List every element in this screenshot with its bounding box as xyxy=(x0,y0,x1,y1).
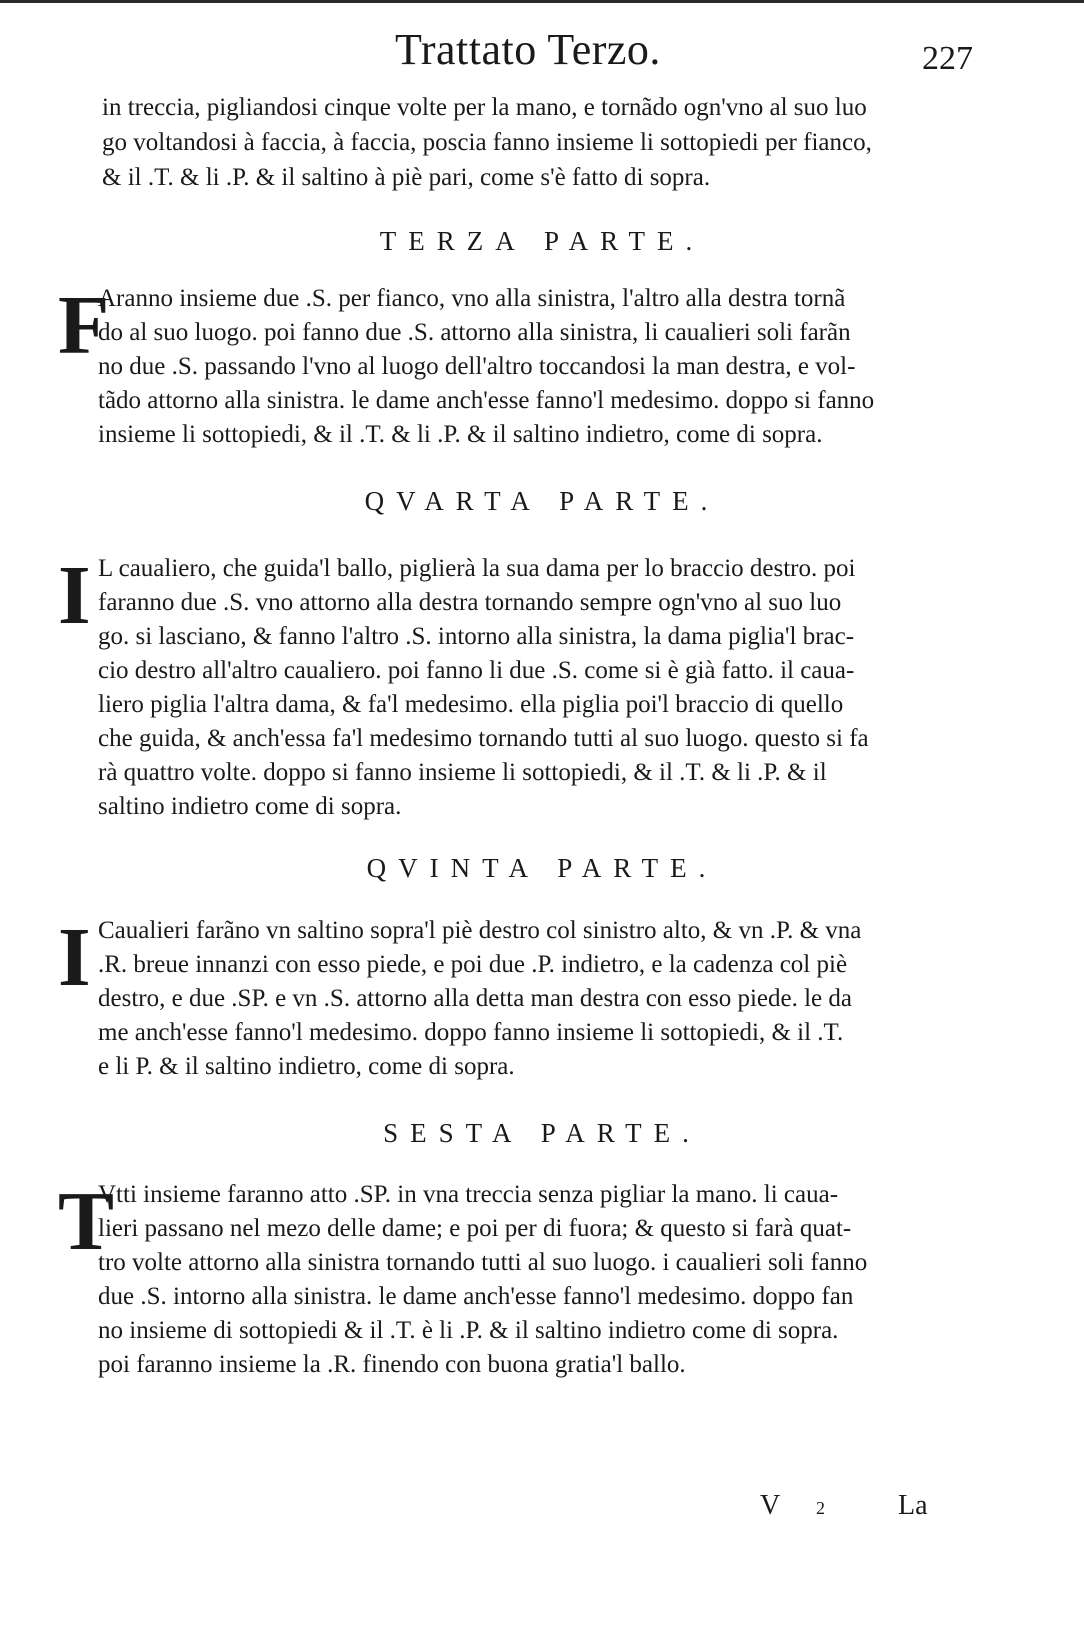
text-line: faranno due .S. vno attorno alla destra tornando sempre ogn'vno al suo luo xyxy=(98,589,842,616)
section-heading-terza: TERZA PARTE. xyxy=(379,226,705,256)
text-line: cio destro all'altro caualiero. poi fanno li due .S. come si è già fatto. il caua- xyxy=(98,657,855,684)
drop-cap: T xyxy=(58,1175,115,1268)
text-line: tãdo attorno alla sinistra. le dame anch'esse fanno'l medesimo. doppo si fanno xyxy=(98,387,875,414)
text-line: poi faranno insieme la .R. finendo con buona gratia'l ballo. xyxy=(98,1351,686,1378)
page-number: 227 xyxy=(922,40,973,77)
text-line: Vtti insieme faranno atto .SP. in vna treccia senza pigliar la mano. li caua- xyxy=(98,1181,839,1208)
catchword: La xyxy=(898,1490,928,1521)
top-rule xyxy=(0,0,1084,3)
signature-mark: V xyxy=(760,1490,781,1521)
drop-cap: F xyxy=(58,279,110,372)
text-line: me anch'esse fanno'l medesimo. doppo fanno insieme li sottopiedi, & il .T. xyxy=(98,1019,844,1046)
text-line: do al suo luogo. poi fanno due .S. attorno alla sinistra, li caualieri soli farãn xyxy=(98,319,851,346)
text-line: tro volte attorno alla sinistra tornando tutti al suo luogo. i caualieri soli fanno xyxy=(98,1249,868,1276)
text-line: Aranno insieme due .S. per fianco, vno alla sinistra, l'altro alla destra tornã xyxy=(98,285,846,312)
drop-cap: I xyxy=(58,549,91,642)
text-line: in treccia, pigliandosi cinque volte per la mano, e tornãdo ogn'vno al suo luo xyxy=(102,94,867,121)
text-line: .R. breue innanzi con esso piede, e poi due .P. indietro, e la cadenza col piè xyxy=(98,951,848,978)
text-line: go voltandosi à faccia, à faccia, poscia fanno insieme li sottopiedi per fianco, xyxy=(102,129,872,156)
text-line: insieme li sottopiedi, & il .T. & li .P. & il saltino indietro, come di sopra. xyxy=(98,421,823,448)
running-title: Trattato Terzo. xyxy=(395,25,661,74)
text-line: & il .T. & li .P. & il saltino à piè pari, come s'è fatto di sopra. xyxy=(102,164,711,191)
text-line: liero piglia l'altra dama, & fa'l medesimo. ella piglia poi'l braccio di quello xyxy=(98,691,844,718)
text-line: Caualieri farãno vn saltino sopra'l piè destro col sinistro alto, & vn .P. & vna xyxy=(98,917,862,944)
text-line: no insieme di sottopiedi & il .T. è li .P. & il saltino indietro come di sopra. xyxy=(98,1317,839,1344)
text-line: go. si lasciano, & fanno l'altro .S. intorno alla sinistra, la dama piglia'l brac- xyxy=(98,623,855,650)
section-heading-quarta: QVARTA PARTE. xyxy=(364,486,720,516)
text-line: no due .S. passando l'vno al luogo dell'altro toccandosi la man destra, e vol- xyxy=(98,353,856,380)
text-line: lieri passano nel mezo delle dame; e poi per di fuora; & questo si farà quat- xyxy=(98,1215,852,1242)
text-line: L caualiero, che guida'l ballo, piglierà la sua dama per lo braccio destro. poi xyxy=(98,555,856,582)
text-line: due .S. intorno alla sinistra. le dame anch'esse fanno'l medesimo. doppo fan xyxy=(98,1283,854,1310)
text-line: saltino indietro come di sopra. xyxy=(98,793,402,820)
text-line: e li P. & il saltino indietro, come di sopra. xyxy=(98,1053,515,1080)
drop-cap: I xyxy=(58,911,91,1004)
text-line: destro, e due .SP. e vn .S. attorno alla detta man destra con esso piede. le da xyxy=(98,985,852,1012)
text-line: che guida, & anch'essa fa'l medesimo tornando tutti al suo luogo. questo si fa xyxy=(98,725,869,752)
intro-paragraph xyxy=(102,90,1002,195)
section-heading-quinta: QVINTA PARTE. xyxy=(366,853,718,883)
signature-number: 2 xyxy=(816,1498,825,1518)
section-heading-sesta: SESTA PARTE. xyxy=(383,1118,701,1148)
text-line: rà quattro volte. doppo si fanno insieme li sottopiedi, & il .T. & li .P. & il xyxy=(98,759,827,786)
